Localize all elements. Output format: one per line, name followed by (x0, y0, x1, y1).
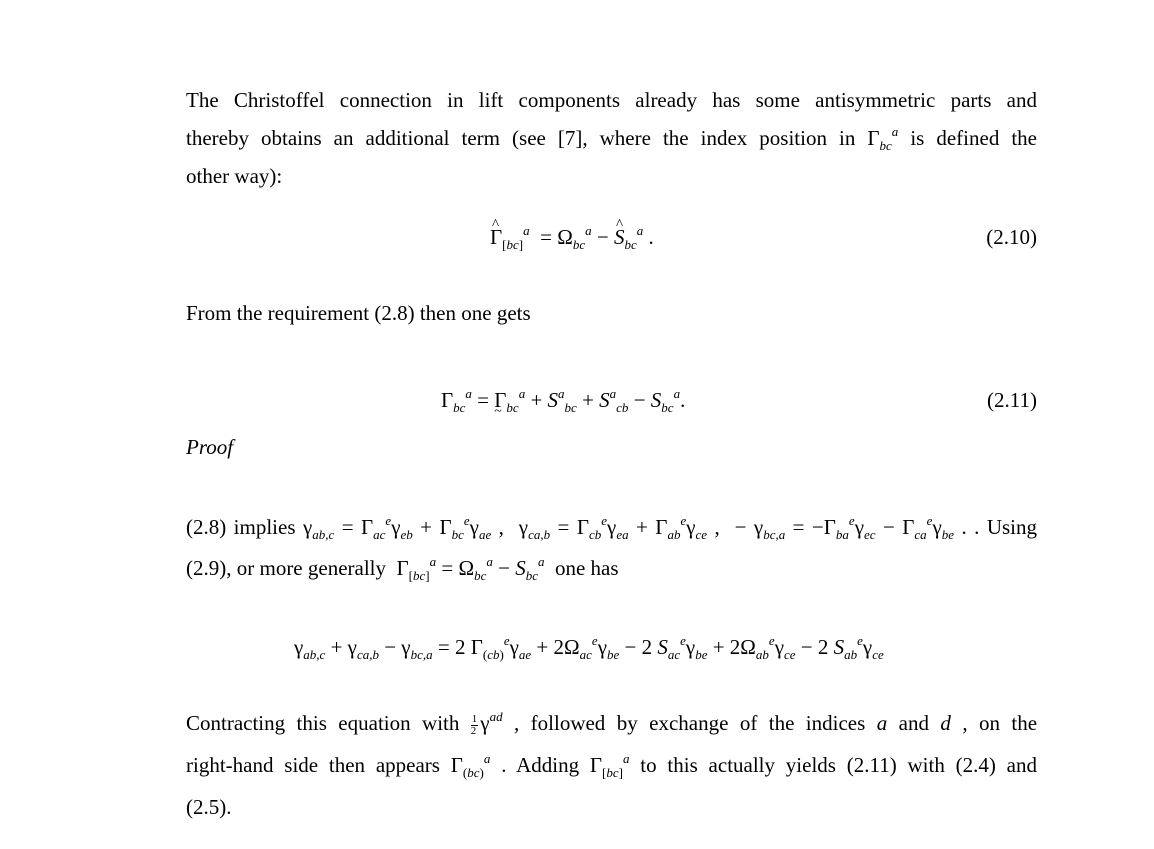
paragraph-text: other way): (186, 164, 283, 188)
equation-number: (2.11) (987, 388, 1037, 412)
inline-math-gamma-sym: $\Gamma_{(bc)}^a$ (450, 751, 491, 780)
paragraph-text: and (898, 711, 929, 735)
paragraph-text: . Using (974, 515, 1037, 539)
paragraph-4-line-1 (186, 710, 1037, 737)
paragraph-text: thereby obtains an additional term (see [7], where the index position in (186, 126, 856, 150)
equation-gamma-sum: $\gamma_{ab,c} + \gamma_{ca,b} - \gamma_{bc,a} = 2$ $\Gamma_{(cb)}^e\gamma_{ae} + 2\Omega_{ac}^e\gamma_{be} - 2$ $S_{ac}^e\gamma_{be} + 2\Omega_{ab}^e\gamma_{ce} - 2$ $S_{ab}^e\gamma_{ce}$ (294, 633, 884, 662)
paragraph-4-line-3 (186, 794, 232, 820)
paragraph-text: From the requirement (2.8) then one gets (186, 301, 531, 325)
paragraph-text: . Adding (501, 753, 580, 777)
paragraph-text: one has (554, 556, 619, 580)
paragraph-text: (2.8) implies (186, 515, 296, 539)
equation-2-10: ^ $\Gamma_{[bc]}^a = \Omega_{bc}^a$ − ^ $S_{bc}^a$ . (490, 224, 654, 250)
paragraph-1-line-1 (186, 87, 1037, 113)
paragraph-text: (2.5). (186, 795, 232, 819)
paragraph-text: , on the (962, 711, 1038, 735)
paragraph-3-line-1 (186, 514, 1037, 540)
paragraph-1-line-3 (186, 163, 282, 189)
paragraph-1-line-2 (186, 125, 1037, 151)
equation-number: (2.10) (986, 225, 1037, 249)
inline-math-half-gamma: $\frac{1}{2}$ $\gamma^{ad}$ (470, 709, 503, 737)
paragraph-text: is defined the (910, 126, 1038, 150)
paragraph-3-line-2 (186, 555, 619, 581)
paragraph-2 (186, 300, 531, 326)
inline-math-implications: $\gamma_{ab,c} = \Gamma_{ac}^e\gamma_{eb} + \Gamma_{bc}^e\gamma_{ae}$ , $\gamma_{ca,b} = \Gamma_{cb}^e\gamma_{ea} + \Gamma_{ab}^e\gamma_{ce}$ , − $\gamma_{bc,a} = -\Gamma_{ba}^e\gamma_{ec} - \Gamma_{ca}^e\gamma_{be}$ . (302, 513, 967, 542)
paragraph-text: Contracting this equation with (186, 711, 460, 735)
paragraph-text: , followed by exchange of the indices (514, 711, 866, 735)
inline-math-index-d: d (940, 711, 951, 735)
paragraph-text: (2.9), or more generally (186, 556, 387, 580)
paragraph-text: right-hand side then appears (186, 753, 440, 777)
inline-math-index-a: a (876, 711, 888, 735)
proof-label: Proof (186, 435, 234, 459)
paragraph-text: to this actually yields (2.11) with (2.4) and (640, 753, 1038, 777)
inline-math-gamma-bc-a: $\Gamma_{bc}^a$ (867, 124, 899, 153)
inline-math-gamma-antisym: $\Gamma_{[bc]}^a = \Omega_{bc}^a - S_{bc}^a$ (391, 554, 545, 583)
paragraph-text: The Christoffel connection in lift components already has some antisymmetric parts and (186, 88, 1037, 112)
paragraph-4-line-2 (186, 752, 1037, 778)
equation-2-11: $\Gamma_{bc}^a = \Gamma$ $\sim_{bc}^a + S^a_{bc} + S^a_{cb} - S_{bc}^a$. (441, 387, 685, 413)
inline-math-gamma-antisym-2: $\Gamma_{[bc]}^a$ (589, 751, 630, 780)
